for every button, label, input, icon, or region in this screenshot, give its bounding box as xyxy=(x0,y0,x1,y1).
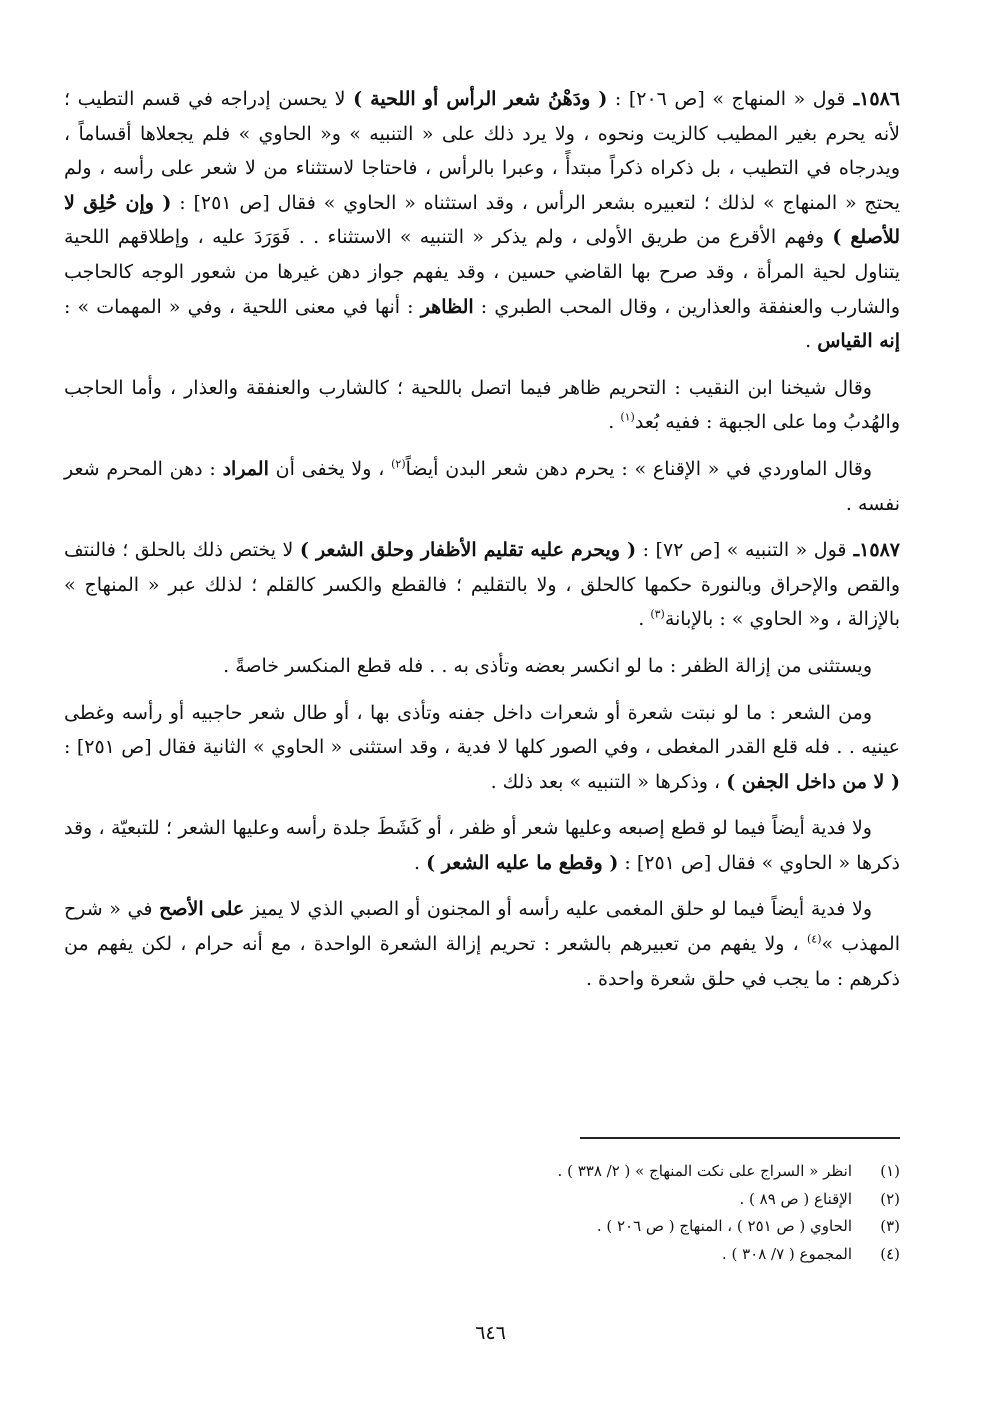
footnote-text: انظر « السراج على نكت المنهاج » ( ٢/ ٣٣٨ ) . xyxy=(557,1162,852,1180)
paragraph xyxy=(64,811,900,880)
paragraph xyxy=(64,892,900,996)
footnote-separator xyxy=(580,1137,900,1139)
paragraph xyxy=(64,696,900,800)
text-run: ولا فدية أيضاً فيما لو قطع إصبعه وعليها شعر أو ظفر ، أو كَشَطَ جلدة رأسه وعليها الشعر ؛ للتبعيّة ، وقد ذكرها « الحاوي » فقال [ص ٢٥١] : xyxy=(64,817,900,874)
bold-text: الظاهر xyxy=(420,295,474,318)
text-run: وقال شيخنا ابن النقيب : التحريم ظاهر فيما اتصل باللحية ؛ كالشارب والعنفقة والعذار ، وأما الحاجب والهُدبُ وما على الجبهة : ففيه بُعد xyxy=(64,376,900,434)
footnotes xyxy=(64,1158,900,1268)
footnote-text: الإقناع ( ص ٨٩ ) . xyxy=(739,1189,852,1208)
paragraph xyxy=(64,82,900,359)
text-run: قول « التنبيه » [ص ٧٢] : xyxy=(636,539,847,562)
bold-text: ( لا من داخل الجفن ) xyxy=(726,770,900,793)
text-run: لا يختص ذلك بالحلق ؛ فالنتف والقص والإحراق وبالنورة حكمها كالحلق ، ولا بالتقليم ؛ فالقطع والكسر كالقلم ؛ لذلك عبر « المنهاج » بالإزالة ، و« الحاوي » : بالإبانة xyxy=(64,539,900,631)
text-run: ولا فدية أيضاً فيما لو حلق المغمى عليه رأسه أو المجنون أو الصبي الذي لا يميز xyxy=(244,898,872,921)
footnote-text: المجموع ( ٧/ ٣٠٨ ) . xyxy=(721,1244,852,1263)
paragraph xyxy=(64,649,900,684)
bold-text: ١٥٨٧ـ xyxy=(846,539,900,562)
text-run: . xyxy=(638,608,651,631)
bold-text: ( وإن حُلِق لا للأصلع ) xyxy=(64,191,900,249)
paragraph xyxy=(64,533,900,637)
text-run: ، ولا يفهم من تعبيرهم بالشعر : تحريم إزالة الشعرة الواحدة ، مع أنه حرام ، لكن يفهم من ذكرهم : ما يجب في حلق شعرة واحدة . xyxy=(64,933,900,990)
text-run: ويستثنى من إزالة الظفر : ما لو انكسر بعضه وتأذى به . . فله قطع المنكسر خاصةً . xyxy=(223,654,872,677)
paragraph xyxy=(64,452,900,521)
paragraph xyxy=(64,371,900,440)
bold-text: ( ودَهْنُ شعر الرأس أو اللحية ) xyxy=(353,88,608,110)
text-run: . xyxy=(805,330,818,353)
text-run: وفهم الأقرع من طريق الأولى ، ولم يذكر « التنبيه » الاستثناء . . فَوَرَدَ عليه ، وإطلاقهم اللحية يتناول لحية المرأة ، وقد صرح بها القاضي حسين ، وقد يفهم جواز دهن غيرها من شعور الوجه كالحاجب والشارب والعنفقة والعذارين ، وقال المحب الطبري : xyxy=(64,226,901,318)
footnote xyxy=(64,1213,900,1241)
footnote xyxy=(64,1186,900,1214)
footnote-marker: (١) xyxy=(620,411,635,425)
footnote xyxy=(64,1158,900,1186)
bold-text: إنه القياس xyxy=(817,330,900,353)
text-run: قول « المنهاج » [ص ٢٠٦] : xyxy=(607,88,846,110)
footnote-number: (١) xyxy=(880,1162,900,1180)
text-run: ومن الشعر : ما لو نبتت شعرة أو شعرات داخل جفنه وتأذى بها ، أو طال شعر حاجبيه أو رأسه وغطى عينيه . . فله قلع القدر المغطى ، وفي الصور كلها لا فدية ، وقد استثنى « الحاوي » الثانية فقال [ص ٢٥١] : xyxy=(64,701,900,759)
text-run: لا يحسن إدراجه في قسم التطيب ؛ لأنه يحرم بغير المطيب كالزيت ونحوه ، ولا يرد ذلك على « التنبيه » و« الحاوي » فلم يجعلاها أقساماً ، ويدرجاه في التطيب ، بل ذكراه ذكراً مبتدأً ، وعبرا بالرأس ، فاحتاجا لاستثناء من لا شعر على رأسه ، ولم يحتج « المنهاج » لذلك ؛ لتعبيره بشعر الرأس ، وقد استثناه « الحاوي » فقال [ص ٢٥١] : xyxy=(64,88,900,214)
text-run: . xyxy=(414,851,427,874)
bold-text: ( وقطع ما عليه الشعر ) xyxy=(426,851,619,874)
bold-text: المراد xyxy=(222,457,269,480)
text-run: ، وذكرها « التنبيه » بعد ذلك . xyxy=(490,770,727,793)
bold-text: ( ويحرم عليه تقليم الأظفار وحلق الشعر ) xyxy=(299,539,637,562)
footnote-marker: (٣) xyxy=(650,607,665,621)
page-number: ٦٤٦ xyxy=(475,1322,506,1344)
text-run: . xyxy=(608,411,621,434)
main-text xyxy=(64,82,900,1008)
footnote-marker: (٢) xyxy=(391,457,406,471)
footnote-marker: (٤) xyxy=(806,932,822,946)
text-run: ، ولا يخفى أن xyxy=(268,457,392,480)
footnote-number: (٢) xyxy=(880,1189,900,1208)
bold-text: ١٥٨٦ـ xyxy=(845,88,900,110)
text-run: وقال الماوردي في « الإقناع » : يحرم دهن شعر البدن أيضاً xyxy=(405,457,873,480)
footnote-number: (٤) xyxy=(880,1244,900,1263)
text-run: : أنها في معنى اللحية ، وفي « المهمات » : xyxy=(64,295,421,318)
text-run: في « شرح المهذب » xyxy=(64,898,900,956)
bold-text: على الأصح xyxy=(159,898,245,921)
footnote-number: (٣) xyxy=(880,1217,900,1235)
text-run: : دهن المحرم شعر نفسه . xyxy=(64,457,900,515)
footnote xyxy=(64,1241,900,1269)
footnote-text: الحاوي ( ص ٢٥١ ) ، المنهاج ( ص ٢٠٦ ) . xyxy=(596,1217,852,1235)
